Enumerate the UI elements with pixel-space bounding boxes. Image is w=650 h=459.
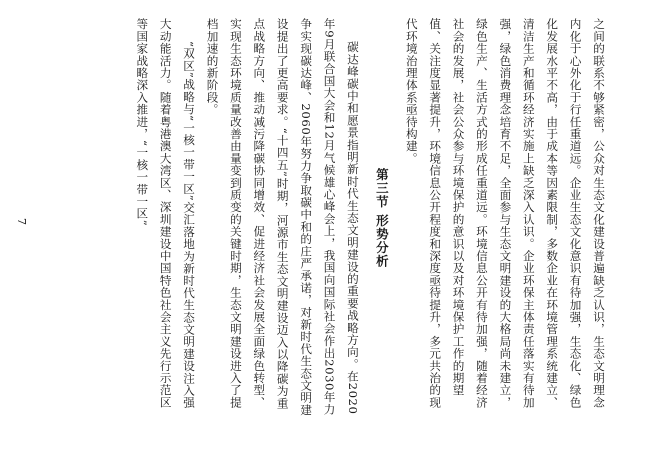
section-heading: 第三节 形势分析 bbox=[374, 168, 390, 268]
paragraph-1: 之间的联系不够紧密，公众对生态文化建设普遍缺乏认识，生态文明理念内化于心外化于行任重道远。企业生态文化意识有待加强，生态化、绿色化发展水平不高，由于成本等因素限制，多数企业在环境管理系统建立、清洁生产和循环经济实施上缺乏深入认识。企业环保主体责任落实有待加强，绿色消费理念培育不足，全面参与生态文明建设的大格局尚未建立，绿色生产、生活方式的形成任重道远。环境信息公开有待加强，随着经济社会的发展，社会公众参与环境保护的意识以及对环境保护工作的期望值、关注度显著提升，环境信息公开程度和深度亟待提升，多元共治的现代环境治理体系亟待构建。 bbox=[404, 18, 606, 409]
vertical-text-body bbox=[40, 18, 610, 418]
paragraph-2: 碳达峰碳中和愿景指明新时代生态文明建设的重要战略方向。在2020年9月联合国大会和12月气候雄心峰会上，我国向国际社会作出2030年力争实现碳达峰、2060年努力争取碳中和的庄严承诺，对新时代生态文明建设提出了更高要求。“十四五”时期，河源市生态文明建设迈入以降碳为重点战略方向、推动减污降碳协同增效、促进经济社会发展全面绿色转型、实现生态环境质量改善由量变到质变的关键时期，生态文明建设进入了提档加速的新阶段。 bbox=[205, 18, 360, 416]
page-number: 7 bbox=[15, 218, 28, 225]
paragraph-3: “双区”战略与“一核一带一区”交汇落地为新时代生态文明建设注入强大动能活力。随着粤港澳大湾区、深圳建设中国特色社会主义先行示范区等国家战略深入推进，“一核一带一区” bbox=[135, 18, 197, 409]
